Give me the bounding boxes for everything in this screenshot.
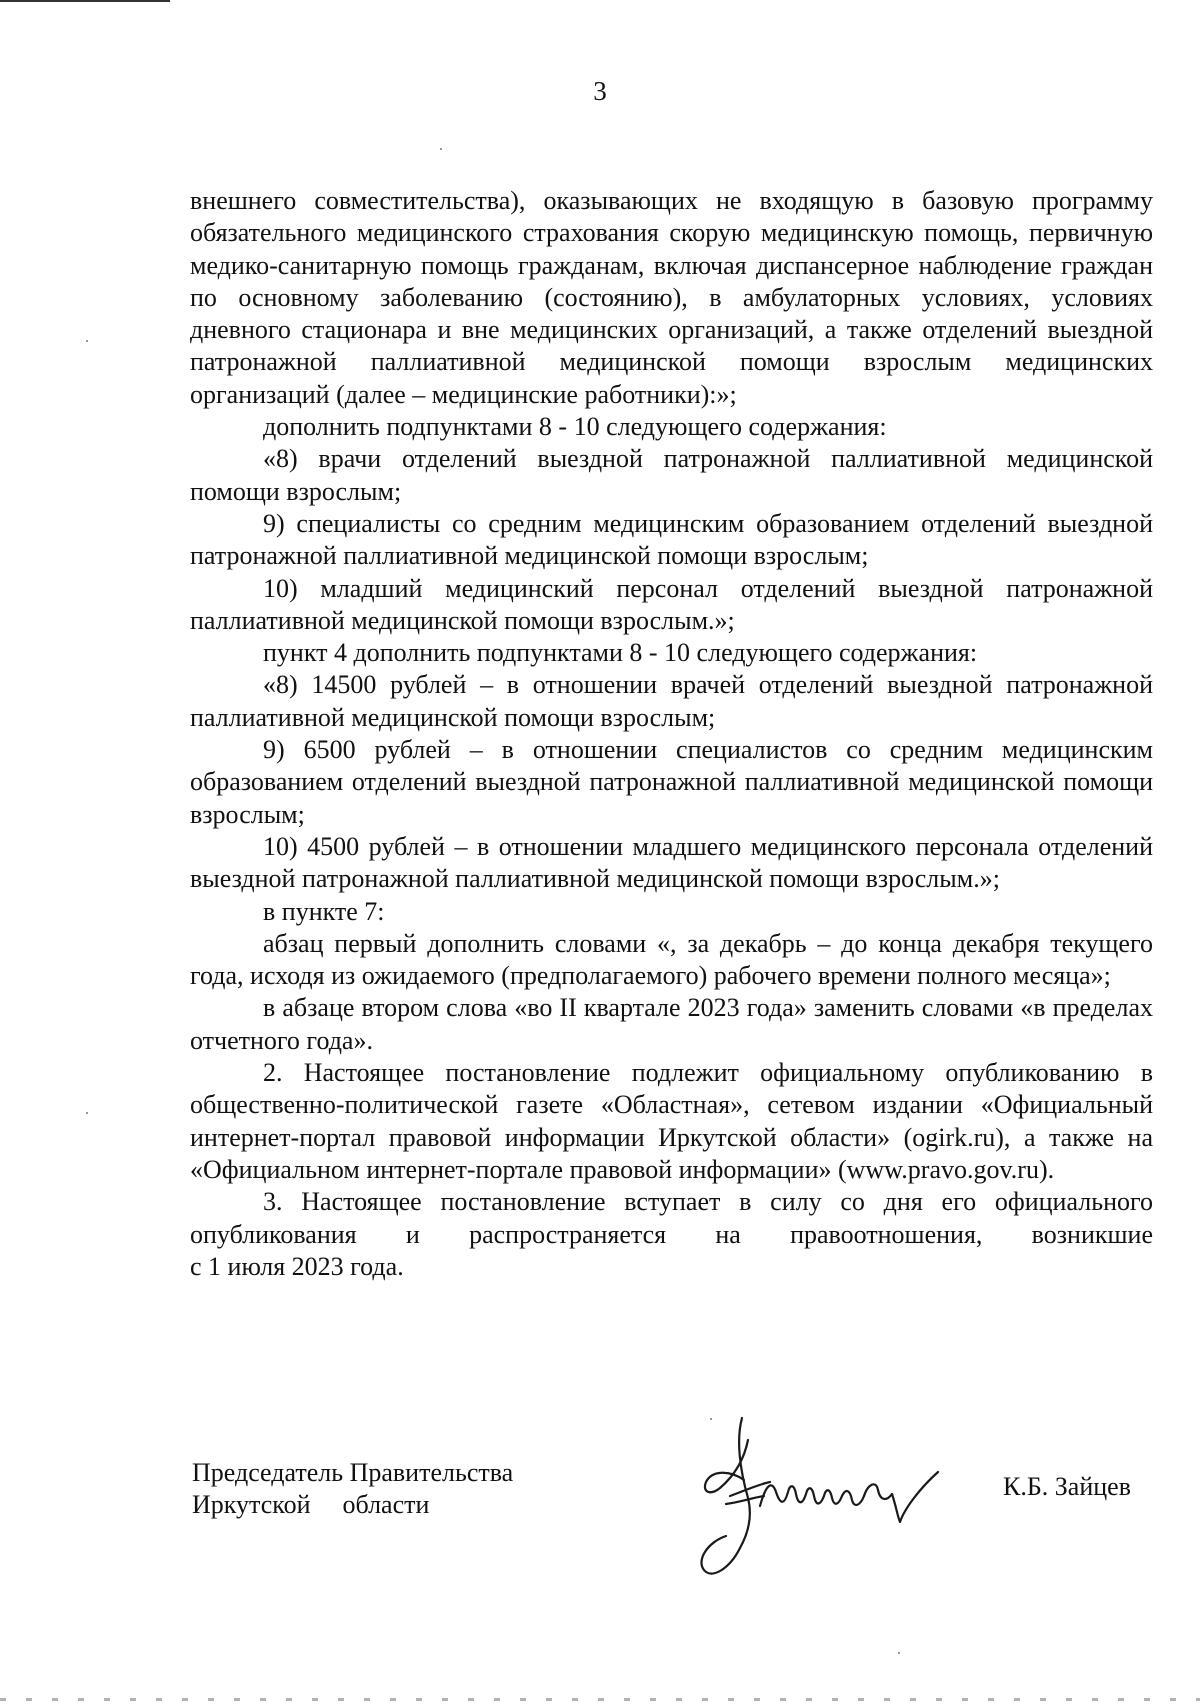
handwritten-signature xyxy=(690,1410,960,1600)
scan-speck xyxy=(440,148,442,150)
scan-edge-mark xyxy=(0,0,170,2)
paragraph: в абзаце втором слова «во II квартале 2023 года» заменить словами «в пределах отчетного года». xyxy=(190,993,1153,1055)
paragraph: 3. Настоящее постановление вступает в силу со дня его официального опубликования и распространяется на правоотношения, возникшие xyxy=(190,1187,1153,1249)
signatory-name: К.Б. Зайцев xyxy=(1003,1472,1131,1501)
scan-speck xyxy=(710,1418,712,1420)
paragraph: дополнить подпунктами 8 - 10 следующего содержания: xyxy=(263,412,887,442)
paragraph: абзац первый дополнить словами «, за декабрь – до конца декабря текущего года, исходя из ожидаемого (предполагаемого) рабочего времени полного месяца»; xyxy=(190,928,1153,991)
page-number: 3 xyxy=(593,76,607,106)
paragraph: «8) 14500 рублей – в отношении врачей отделений выездной патронажной паллиативной медицинской помощи взрослым; xyxy=(190,670,1153,732)
paragraph: 2. Настоящее постановление подлежит официальному опубликованию в общественно-политической газете «Областная», сетевом издании «Официальный интернет-портал правовой информации Иркутской области» (ogirk.ru), а также на «Официальном интернет-портале правовой информации» (www.pravo.gov.ru). xyxy=(190,1058,1153,1184)
signatory-title-word: Иркутской xyxy=(192,1490,311,1519)
paragraph: пункт 4 дополнить подпунктами 8 - 10 следующего содержания: xyxy=(263,638,978,668)
signatory-title xyxy=(192,1457,513,1521)
scan-edge-mark xyxy=(0,1698,1200,1701)
scan-speck xyxy=(898,1652,900,1654)
signatory-title-line2 xyxy=(192,1489,513,1521)
signatory-title-line1: Председатель Правительства xyxy=(192,1458,514,1487)
scan-speck xyxy=(86,340,88,342)
signatory-title-word: области xyxy=(342,1490,430,1519)
paragraph: 9) специалисты со средним медицинским образованием отделений выездной патронажной паллиативной медицинской помощи взрослым; xyxy=(190,508,1153,571)
paragraph-end: с 1 июля 2023 года. xyxy=(190,1251,404,1281)
paragraph: 10) младший медицинский персонал отделений выездной патронажной паллиативной медицинской помощи взрослым.»; xyxy=(190,573,1153,635)
paragraph-continuation: внешнего совместительства), оказывающих не входящую в базовую программу обязательного медицинского страхования скорую медицинскую помощь, первичную медико-санитарную помощь гражданам, включая диспансерное наблюдение граждан по основному заболеванию (состоянию), в амбулаторных условиях, условиях дневного стационара и вне медицинских организаций, а также отделений выездной патронажной паллиативной медицинской помощи взрослым медицинских организаций (далее – медицинские работники):»; xyxy=(190,186,1153,409)
scan-speck xyxy=(86,1112,88,1114)
paragraph: 9) 6500 рублей – в отношении специалистов со средним медицинским образованием отделений выездной патронажной паллиативной медицинской помощи взрослым; xyxy=(190,735,1153,829)
document-body xyxy=(190,185,1153,1283)
paragraph: 10) 4500 рублей – в отношении младшего медицинского персонала отделений выездной патронажной паллиативной медицинской помощи взрослым.»; xyxy=(190,831,1153,894)
paragraph: в пункте 7: xyxy=(263,896,385,926)
paragraph: «8) врачи отделений выездной патронажной паллиативной медицинской помощи взрослым; xyxy=(190,444,1153,506)
